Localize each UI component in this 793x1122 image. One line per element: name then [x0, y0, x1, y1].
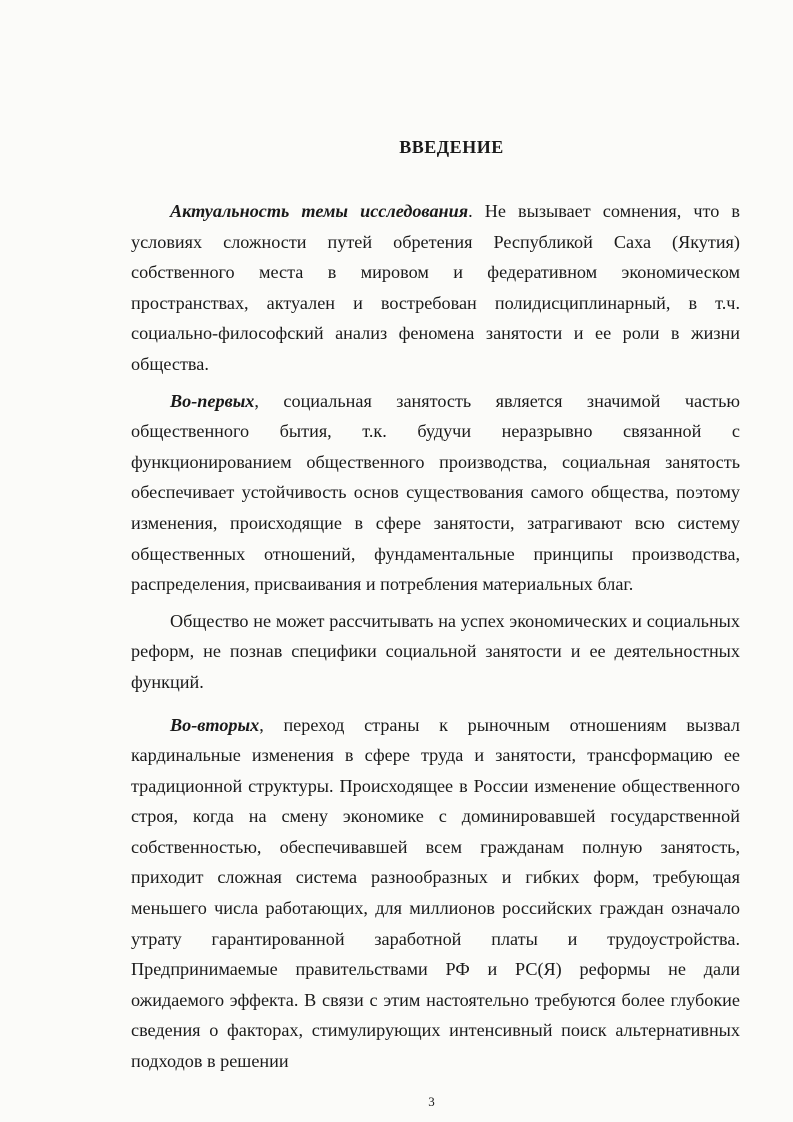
paragraph-text: , переход страны к рыночным отношениям вызвал кардинальные изменения в сфере труда и занятости, трансформацию ее традиционной структуры. Происходящее в России изменение общественного строя, когда на смену экономике с доминировавшей государственной собственностью, обеспечивавшей всем гражданам полную занятость, приходит сложная система разнообразных и гибких форм, требующая меньшего числа работающих, для миллионов российских граждан означало утрату гарантированной заработной платы и трудоустройства. Предпринимаемые правительствами РФ и РС(Я) реформы не дали ожидаемого эффекта. В связи с этим настоятельно требуются более глубокие сведения о факторах, стимулирующих интенсивный поиск альтернативных подходов в решении	[131, 714, 740, 1072]
paragraph-second	[131, 710, 740, 1077]
body-text	[131, 196, 740, 1077]
paragraph-lead: Во-вторых	[170, 714, 260, 735]
paragraph-text: . Не вызывает сомнения, что в условиях сложности путей обретения Республикой Саха (Якутия) собственного места в мировом и федеративном экономическом пространствах, актуален и востребован полидисциплинарный, в т.ч. социально-философский анализ феномена занятости и ее роли в жизни общества.	[131, 201, 740, 374]
paragraph-society	[131, 606, 740, 698]
paragraph-text: Общество не может рассчитывать на успех экономических и социальных реформ, не познав специфики социальной занятости и ее деятельностных функций.	[131, 610, 740, 692]
paragraph-text: , социальная занятость является значимой частью общественного бытия, т.к. будучи неразрывно связанной с функционированием общественного производства, социальная занятость обеспечивает устойчивость основ существования самого общества, поэтому изменения, происходящие в сфере занятости, затрагивают всю систему общественных отношений, фундаментальные принципы производства, распределения, присваивания и потребления материальных благ.	[131, 390, 740, 595]
page-number: 3	[428, 1094, 435, 1109]
paragraph-first	[131, 386, 740, 600]
section-heading: ВВЕДЕНИЕ	[399, 137, 504, 157]
paragraph-relevance	[131, 196, 740, 380]
paragraph-lead: Во-первых	[170, 390, 255, 411]
paragraph-lead: Актуальность темы исследования	[170, 201, 469, 221]
